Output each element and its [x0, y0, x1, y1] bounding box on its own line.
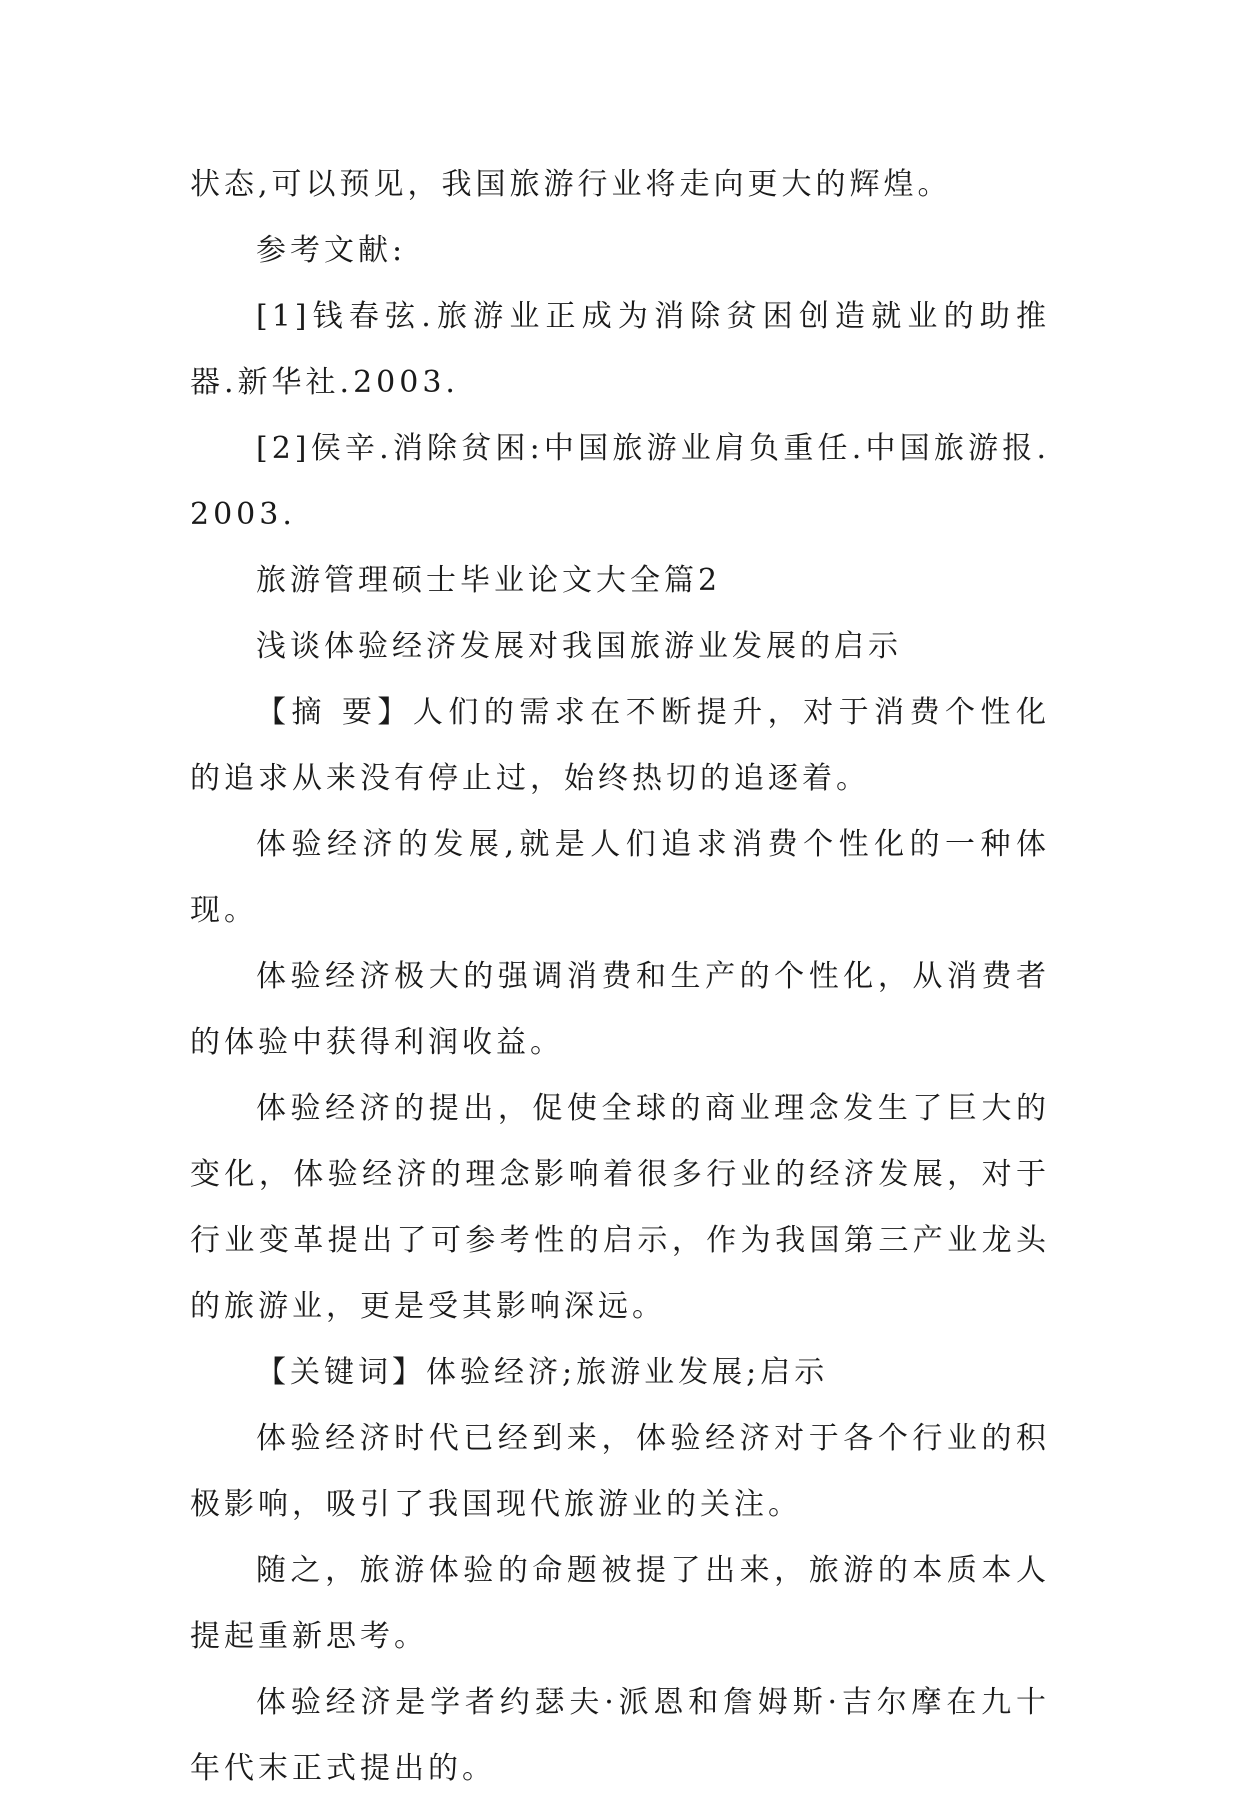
- reference-item-2: [2]侯辛.消除贫困:中国旅游业肩负重任.中国旅游报.2003.: [190, 431, 1050, 532]
- section-title: 旅游管理硕士毕业论文大全篇2: [256, 563, 722, 598]
- article-title: 浅谈体验经济发展对我国旅游业发展的启示: [256, 629, 902, 664]
- body-paragraph: 随之，旅游体验的命题被提了出来，旅游的本质本人提起重新思考。: [190, 1553, 1050, 1654]
- body-paragraph: 体验经济是学者约瑟夫·派恩和詹姆斯·吉尔摩在九十年代末正式提出的。: [190, 1685, 1050, 1786]
- references-heading: 参考文献:: [256, 233, 407, 268]
- body-paragraph: 体验经济时代已经到来，体验经济对于各个行业的积极影响，吸引了我国现代旅游业的关注。: [190, 1421, 1050, 1522]
- reference-item-1: [1]钱春弦.旅游业正成为消除贫困创造就业的助推器.新华社.2003.: [190, 299, 1050, 400]
- abstract-paragraph: 【摘 要】人们的需求在不断提升，对于消费个性化的追求从来没有停止过，始终热切的追逐着。: [190, 695, 1050, 796]
- body-paragraph: 体验经济极大的强调消费和生产的个性化，从消费者的体验中获得利润收益。: [190, 959, 1050, 1060]
- paragraph-conclusion-end: 状态,可以预见，我国旅游行业将走向更大的辉煌。: [190, 167, 952, 202]
- document-body: [190, 152, 1050, 1802]
- body-paragraph: 体验经济的提出，促使全球的商业理念发生了巨大的变化，体验经济的理念影响着很多行业的经济发展，对于行业变革提出了可参考性的启示，作为我国第三产业龙头的旅游业，更是受其影响深远。: [190, 1091, 1050, 1324]
- body-paragraph: 体验经济的发展,就是人们追求消费个性化的一种体现。: [190, 827, 1050, 928]
- keywords-paragraph: 【关键词】体验经济;旅游业发展;启示: [256, 1355, 829, 1390]
